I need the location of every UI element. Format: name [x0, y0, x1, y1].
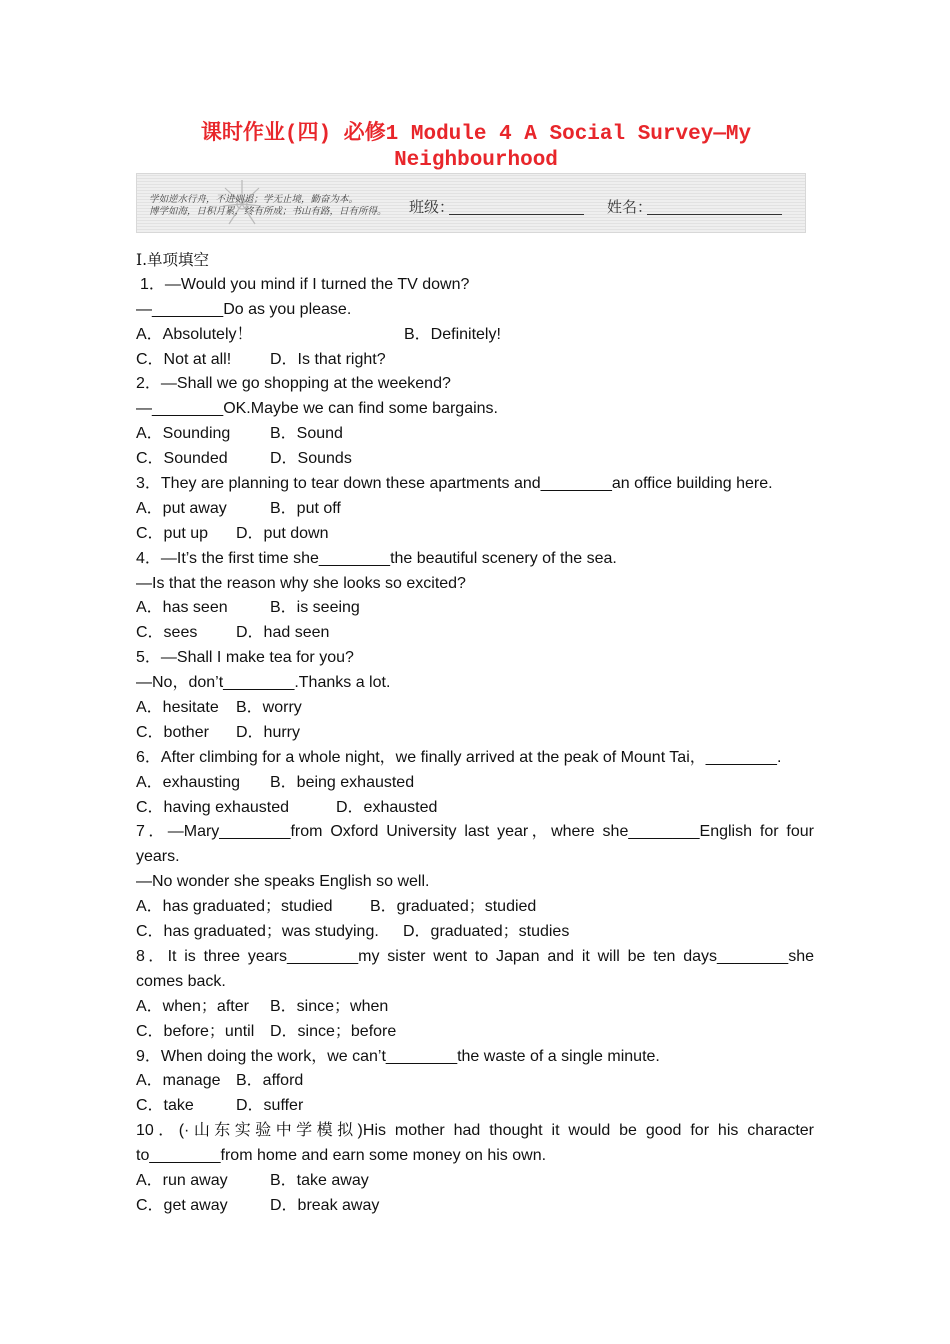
- question-2: [136, 372, 814, 472]
- option-row: [136, 1169, 814, 1194]
- option-row: [136, 721, 814, 746]
- question-stem: 4．—It’s the first time she________the beautiful scenery of the sea.: [136, 549, 617, 567]
- question-3: [136, 472, 814, 547]
- class-label: 班级：: [409, 198, 455, 216]
- option-c[interactable]: C．Not at all!: [136, 350, 232, 368]
- name-field[interactable]: [647, 214, 782, 215]
- page-title: [136, 122, 816, 174]
- option-row: [136, 422, 814, 447]
- question-stem: —________Do as you please.: [136, 300, 352, 318]
- header-banner: [136, 173, 806, 233]
- motto-line-2: 博学如海，日积月累，终有所成；书山有路，日有所得。: [149, 206, 387, 217]
- title-line-2: Neighbourhood: [394, 149, 558, 172]
- option-d[interactable]: D．Is that right?: [270, 350, 386, 368]
- option-row: [136, 995, 814, 1020]
- name-label: 姓名：: [607, 198, 653, 216]
- option-row: [136, 497, 814, 522]
- question-5: [136, 646, 814, 746]
- option-d[interactable]: D．break away: [270, 1196, 380, 1214]
- option-c[interactable]: C．take: [136, 1097, 194, 1115]
- question-1: [136, 273, 814, 373]
- question-stem: —No wonder she speaks English so well.: [136, 873, 430, 891]
- option-b[interactable]: B．put off: [270, 499, 341, 517]
- option-row: [136, 1069, 814, 1094]
- option-a[interactable]: A．Sounding: [136, 425, 231, 443]
- option-a[interactable]: A．when；after: [136, 997, 249, 1015]
- exercise-content: [136, 248, 814, 1219]
- question-stem: 7．—Mary________from Oxford University last year，where she________English for four years.: [136, 823, 814, 866]
- option-a[interactable]: A．has graduated；studied: [136, 898, 333, 916]
- option-b[interactable]: B．graduated；studied: [370, 898, 537, 916]
- option-d[interactable]: D．hurry: [236, 723, 301, 741]
- option-c[interactable]: C．has graduated；was studying.: [136, 923, 379, 941]
- option-row: [136, 447, 814, 472]
- option-c[interactable]: C．get away: [136, 1196, 228, 1214]
- question-stem: —________OK.Maybe we can find some bargains.: [136, 400, 498, 418]
- question-stem: 6．After climbing for a whole night，we finally arrived at the peak of Mount Tai，________.: [136, 748, 782, 766]
- option-row: [136, 771, 814, 796]
- option-d[interactable]: D．suffer: [236, 1097, 304, 1115]
- option-row: [136, 621, 814, 646]
- question-stem: 1．—Would you mind if I turned the TV down?: [140, 275, 470, 293]
- option-row: [136, 895, 814, 920]
- option-d[interactable]: D．put down: [236, 524, 329, 542]
- option-a[interactable]: A．Absolutely！: [136, 325, 253, 343]
- option-b[interactable]: B．is seeing: [270, 599, 360, 617]
- option-c[interactable]: C．having exhausted: [136, 798, 289, 816]
- option-b[interactable]: B．worry: [236, 699, 302, 717]
- option-b[interactable]: B．take away: [270, 1172, 369, 1190]
- question-stem: 8．It is three years________my sister went to Japan and it will be ten days________she comes back.: [136, 947, 814, 990]
- question-9: [136, 1045, 814, 1120]
- option-c[interactable]: C．before；until: [136, 1022, 255, 1040]
- option-a[interactable]: A．put away: [136, 499, 227, 517]
- option-a[interactable]: A．has seen: [136, 599, 228, 617]
- option-row: [136, 522, 814, 547]
- question-10: [136, 1119, 814, 1219]
- option-row: [136, 596, 814, 621]
- option-c[interactable]: C．sees: [136, 624, 198, 642]
- question-stem: 5．—Shall I make tea for you?: [136, 649, 354, 667]
- option-b[interactable]: B．Sound: [270, 425, 343, 443]
- option-row: [136, 696, 814, 721]
- question-6: [136, 746, 814, 821]
- option-b[interactable]: B．afford: [236, 1072, 304, 1090]
- option-a[interactable]: A．run away: [136, 1172, 228, 1190]
- question-stem: 10．(·山东实验中学模拟)His mother had thought it would be good for his character to________from home and earn some money on his own.: [136, 1122, 814, 1165]
- option-d[interactable]: D．since；before: [270, 1022, 397, 1040]
- option-d[interactable]: D．Sounds: [270, 450, 352, 468]
- option-row: [136, 323, 814, 348]
- section-title: I.单项填空: [136, 251, 210, 269]
- option-row: [136, 1194, 814, 1219]
- question-stem: 2．—Shall we go shopping at the weekend?: [136, 375, 451, 393]
- motto-line-1: 学如逆水行舟，不进则退；学无止境，勤奋为本。: [149, 194, 359, 205]
- motto: [149, 194, 387, 218]
- question-stem: —Is that the reason why she looks so excited?: [136, 574, 466, 592]
- option-b[interactable]: B．being exhausted: [270, 773, 415, 791]
- class-field[interactable]: [449, 214, 584, 215]
- option-a[interactable]: A．exhausting: [136, 773, 241, 791]
- option-a[interactable]: A．hesitate: [136, 699, 219, 717]
- question-8: [136, 945, 814, 1045]
- option-b[interactable]: B．since；when: [270, 997, 389, 1015]
- option-row: [136, 1094, 814, 1119]
- option-c[interactable]: C．bother: [136, 723, 209, 741]
- option-b[interactable]: B．Definitely!: [404, 325, 501, 343]
- question-stem: —No，don’t________.Thanks a lot.: [136, 674, 391, 692]
- question-4: [136, 547, 814, 647]
- option-a[interactable]: A．manage: [136, 1072, 221, 1090]
- title-line-1: 课时作业(四) 必修1 Module 4 A Social Survey—My: [200, 123, 752, 146]
- option-row: [136, 348, 814, 373]
- option-d[interactable]: D．had seen: [236, 624, 330, 642]
- option-row: [136, 796, 814, 821]
- question-7: [136, 820, 814, 944]
- option-row: [136, 920, 814, 945]
- question-stem: 9．When doing the work，we can’t________the waste of a single minute.: [136, 1047, 660, 1065]
- option-c[interactable]: C．Sounded: [136, 450, 228, 468]
- option-row: [136, 1020, 814, 1045]
- question-stem: 3．They are planning to tear down these apartments and________an office building here.: [136, 475, 773, 493]
- option-d[interactable]: D．graduated；studies: [403, 923, 570, 941]
- option-c[interactable]: C．put up: [136, 524, 209, 542]
- option-d[interactable]: D．exhausted: [336, 798, 438, 816]
